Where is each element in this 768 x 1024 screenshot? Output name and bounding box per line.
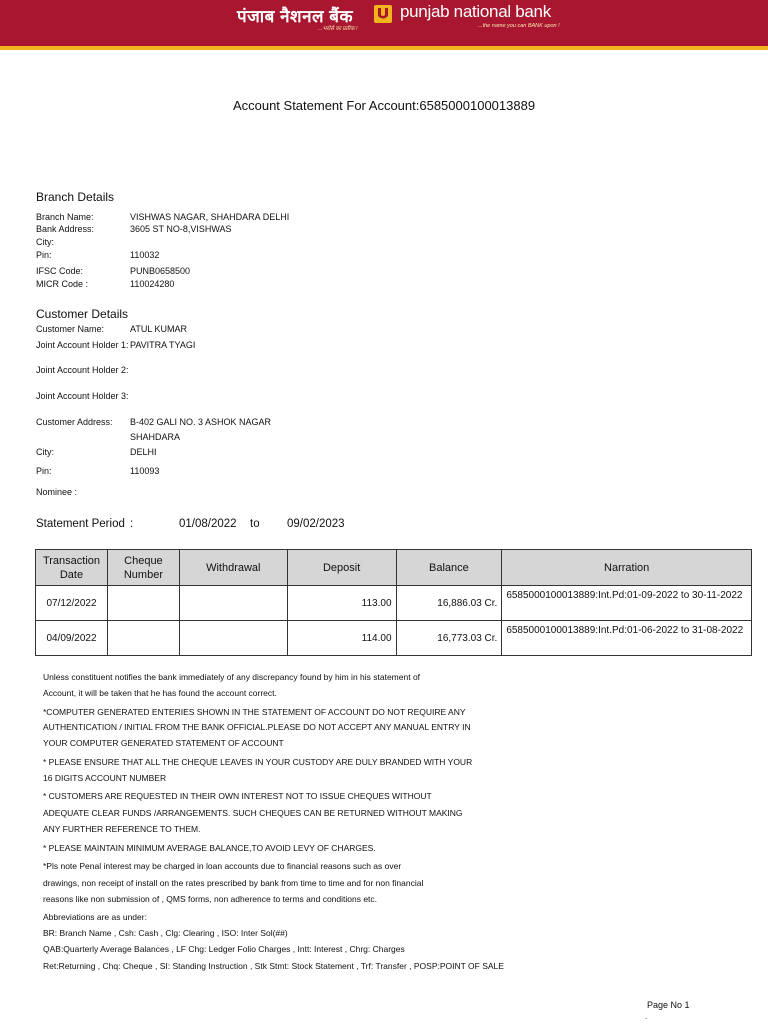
note-line: *COMPUTER GENERATED ENTERIES SHOWN IN THE STATEMENT OF ACCOUNT DO NOT REQUIRE ANY xyxy=(43,707,466,717)
customer-pin-value: 110093 xyxy=(130,466,160,476)
note-line: * PLEASE MAINTAIN MINIMUM AVERAGE BALANCE,TO AVOID LEVY OF CHARGES. xyxy=(43,843,376,853)
customer-name-value: ATUL KUMAR xyxy=(130,324,188,334)
page-number: Page No 1 xyxy=(647,1000,690,1010)
customer-city-value: DELHI xyxy=(130,447,157,457)
col-header-withdrawal: Withdrawal xyxy=(179,550,287,586)
joint-holder-2-label: Joint Account Holder 2: xyxy=(36,365,129,375)
col-header-balance: Balance xyxy=(396,550,502,586)
col-header-narration: Narration xyxy=(502,550,752,586)
txn-balance-cell: 16,773.03 Cr. xyxy=(396,621,502,656)
note-line: * PLEASE ENSURE THAT ALL THE CHEQUE LEAVES IN YOUR CUSTODY ARE DULY BRANDED WITH YOUR xyxy=(43,757,473,767)
ifsc-code-label: IFSC Code: xyxy=(36,266,84,276)
bank-name-english: punjab national bank xyxy=(400,2,551,21)
branch-pin-label: Pin: xyxy=(36,250,52,260)
note-line: ANY FURTHER REFERENCE TO THEM. xyxy=(43,824,201,834)
txn-narration-cell: 6585000100013889:Int.Pd:01-06-2022 to 31-08-2022 xyxy=(502,621,752,656)
statement-title: Account Statement For Account:6585000100013889 xyxy=(232,98,536,113)
note-line: YOUR COMPUTER GENERATED STATEMENT OF ACCOUNT xyxy=(43,738,284,748)
note-line: 16 DIGITS ACCOUNT NUMBER xyxy=(43,773,167,783)
joint-holder-1-label: Joint Account Holder 1: xyxy=(36,340,129,350)
pnb-emblem-icon xyxy=(373,4,393,24)
customer-address-line1: B-402 GALI NO. 3 ASHOK NAGAR xyxy=(130,417,272,427)
statement-period-from: 01/08/2022 xyxy=(179,518,237,530)
txn-cheque-cell xyxy=(107,621,179,656)
customer-name-label: Customer Name: xyxy=(36,324,105,334)
note-line: ADEQUATE CLEAR FUNDS /ARRANGEMENTS. SUCH CHEQUES CAN BE RETURNED WITHOUT MAKING xyxy=(43,808,463,818)
txn-deposit-cell: 114.00 xyxy=(287,621,396,656)
transactions-table xyxy=(35,549,752,656)
bank-address-value: 3605 ST NO-8,VISHWAS xyxy=(130,224,232,234)
txn-balance-cell: 16,886.03 Cr. xyxy=(396,586,502,621)
statement-period-to-word: to xyxy=(250,518,260,530)
branch-details-heading: Branch Details xyxy=(36,190,115,204)
statement-period-label: Statement Period xyxy=(36,518,125,530)
statement-period-colon: : xyxy=(130,518,134,530)
joint-holder-3-label: Joint Account Holder 3: xyxy=(36,391,129,401)
customer-city-label: City: xyxy=(36,447,54,457)
txn-date-cell: 04/09/2022 xyxy=(36,621,108,656)
ifsc-code-value: PUNB0658500 xyxy=(130,266,191,276)
bank-tagline-english: ...the name you can BANK upon ! xyxy=(478,23,560,29)
note-line: *Pls note Penal interest may be charged in loan accounts due to financial reasons such as over xyxy=(43,861,402,871)
col-header-cheque-number: Cheque Number xyxy=(107,550,179,586)
txn-narration-cell: 6585000100013889:Int.Pd:01-09-2022 to 30-11-2022 xyxy=(502,586,752,621)
table-row xyxy=(36,586,752,621)
joint-holder-1-value: PAVITRA TYAGI xyxy=(130,340,196,350)
branch-name-value: VISHWAS NAGAR, SHAHDARA DELHI xyxy=(130,212,290,222)
bank-tagline-hindi: ...भरोसे का प्रतीक ! xyxy=(318,26,358,32)
nominee-label: Nominee : xyxy=(36,487,78,497)
customer-details-heading: Customer Details xyxy=(36,307,129,321)
customer-pin-label: Pin: xyxy=(36,466,52,476)
customer-address-label: Customer Address: xyxy=(36,417,113,427)
col-header-deposit: Deposit xyxy=(287,550,396,586)
branch-name-label: Branch Name: xyxy=(36,212,94,222)
txn-date-cell: 07/12/2022 xyxy=(36,586,108,621)
bank-name-hindi: पंजाब नैशनल बैंक xyxy=(237,7,354,26)
col-header-transaction-date: Transaction Date xyxy=(36,550,108,586)
customer-address-line2: SHAHDARA xyxy=(130,432,181,442)
micr-code-value: 110024280 xyxy=(130,279,175,289)
bank-header-band xyxy=(0,0,768,50)
note-line: Unless constituent notifies the bank immediately of any discrepancy found by him in his statement of xyxy=(43,672,421,682)
note-line: QAB:Quarterly Average Balances , LF Chg: Ledger Folio Charges , Intt: Interest , Chrg: Charges xyxy=(43,944,405,954)
branch-city-label: City: xyxy=(36,237,54,247)
txn-withdrawal-cell xyxy=(179,586,287,621)
note-line: drawings, non receipt of install on the rates prescribed by bank from time to time and for non financial xyxy=(43,878,424,888)
txn-deposit-cell: 113.00 xyxy=(287,586,396,621)
note-line: Abbreviations are as under: xyxy=(43,912,147,922)
statement-period-to: 09/02/2023 xyxy=(287,518,345,530)
note-line: AUTHENTICATION / INITIAL FROM THE BANK OFFICIAL.PLEASE DO NOT ACCEPT ANY MANUAL ENTRY IN xyxy=(43,722,471,732)
note-line: * CUSTOMERS ARE REQUESTED IN THEIR OWN INTEREST NOT TO ISSUE CHEQUES WITHOUT xyxy=(43,791,432,801)
txn-withdrawal-cell xyxy=(179,621,287,656)
note-line: BR: Branch Name , Csh: Cash , Clg: Clearing , ISO: Inter Sol(##) xyxy=(43,928,288,938)
bank-address-label: Bank Address: xyxy=(36,224,95,234)
micr-code-label: MICR Code : xyxy=(36,279,89,289)
note-line: Account, it will be taken that he has found the account correct. xyxy=(43,688,277,698)
branch-pin-value: 110032 xyxy=(130,250,160,260)
page-footer-dot: . xyxy=(645,1012,648,1021)
note-line: Ret:Returning , Chq: Cheque , SI: Standing Instruction , Stk Stmt: Stock Statement , Trf: Transfer , POSP:POINT OF SALE xyxy=(43,961,504,971)
table-row xyxy=(36,621,752,656)
txn-cheque-cell xyxy=(107,586,179,621)
note-line: reasons like non submission of , QMS forms, non adherence to terms and conditions etc. xyxy=(43,894,378,904)
transactions-header-row xyxy=(36,550,752,586)
